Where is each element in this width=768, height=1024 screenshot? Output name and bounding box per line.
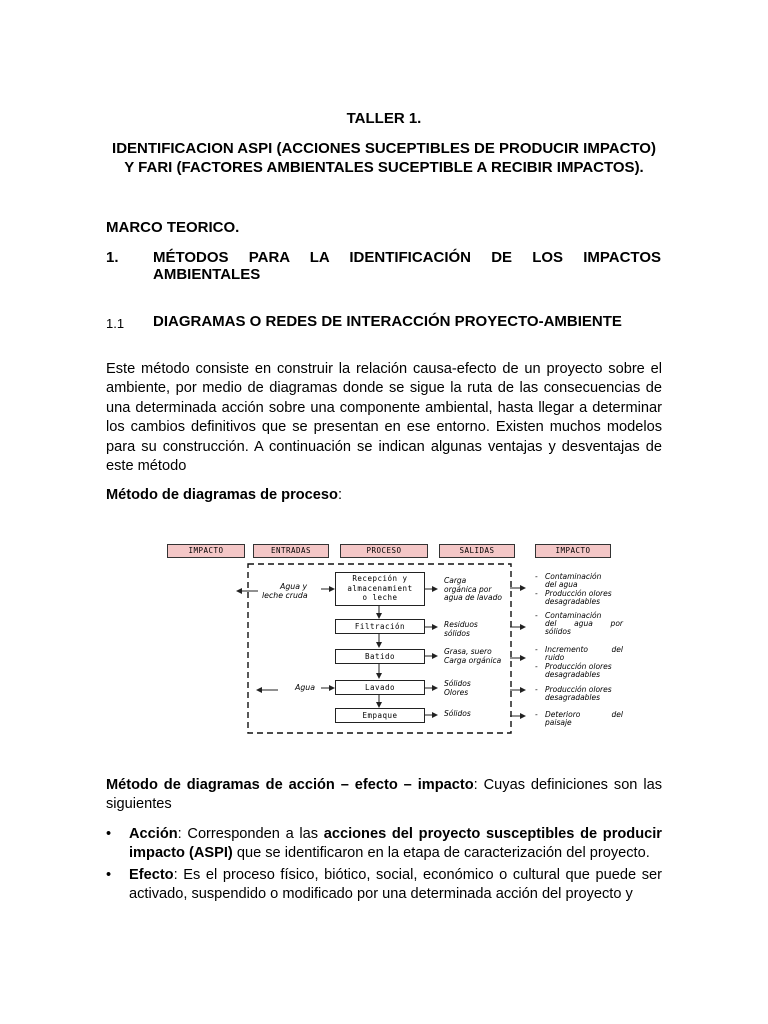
process-box-batido: Batido bbox=[335, 649, 425, 664]
impact-bullet: - bbox=[535, 685, 538, 694]
impact-label: paisaje bbox=[545, 718, 572, 727]
input-agua: Agua bbox=[295, 683, 316, 692]
document-title: TALLER 1. bbox=[346, 110, 422, 127]
definition-text: : Es el proceso físico, biótico, social, económico o cultural que puede ser activado, suspendido o modificado por una determinada acción del proyecto y bbox=[129, 866, 662, 903]
input-label: leche cruda bbox=[262, 590, 308, 600]
impact-bullet: - bbox=[535, 710, 538, 719]
marco-teorico-heading: MARCO TEORICO. bbox=[106, 219, 240, 236]
metodo-accion-line2: siguientes bbox=[106, 796, 172, 813]
output-grasa bbox=[444, 648, 501, 665]
impact-label: desagradables bbox=[545, 597, 601, 606]
paragraph-line: los cambios definitivos que se presentan en ese entorno. Existen muchos modelos bbox=[106, 419, 662, 436]
process-label: almacenamient bbox=[347, 583, 413, 593]
impact-bullet: - bbox=[535, 662, 538, 671]
paragraph-line: ambiente, por medio de diagramas donde se sigue la ruta de las consecuencias de bbox=[106, 380, 662, 397]
metodo-proceso-bold: Método de diagramas de proceso bbox=[106, 487, 338, 503]
process-box-empaque: Empaque bbox=[335, 708, 425, 723]
paragraph-line: una determinada acción sobre una componente ambiental, hasta llegar a determinar bbox=[106, 399, 662, 416]
document-subtitle-line2: Y FARI (FACTORES AMBIENTALES SUCEPTIBLE A RECIBIR IMPACTOS). bbox=[124, 159, 644, 176]
output-label: Carga orgánica bbox=[444, 655, 502, 665]
process-label: Recepción y bbox=[352, 574, 408, 583]
output-label: orgánica por bbox=[444, 584, 492, 594]
document-subtitle-line1: IDENTIFICACION ASPI (ACCIONES SUCEPTIBLES DE PRODUCIR IMPACTO) bbox=[112, 140, 656, 157]
output-label: Grasa, suero bbox=[444, 647, 492, 656]
impact-bullet: - bbox=[535, 589, 538, 598]
metodo-accion-rest: : Cuyas definiciones son las bbox=[473, 777, 662, 793]
section1-number: 1. bbox=[106, 249, 119, 266]
definition-efecto bbox=[106, 866, 662, 905]
header-proceso: PROCESO bbox=[340, 544, 428, 558]
impact-label: ruido bbox=[545, 653, 565, 662]
header-salidas: SALIDAS bbox=[439, 544, 515, 558]
impact-label: Contaminación bbox=[545, 611, 602, 620]
metodo-accion-line1 bbox=[106, 776, 662, 795]
output-solidos: Sólidos bbox=[444, 709, 471, 718]
paragraph-line: este método bbox=[106, 458, 187, 475]
bullet-dot: • bbox=[106, 826, 112, 842]
output-label: Carga bbox=[444, 576, 467, 585]
output-label: Sólidos bbox=[444, 679, 471, 688]
input-agua-leche bbox=[262, 583, 322, 600]
header-impacto-right: IMPACTO bbox=[535, 544, 611, 558]
process-box-filtracion: Filtración bbox=[335, 619, 425, 634]
definition-accion bbox=[106, 825, 662, 864]
section1-title-line2: AMBIENTALES bbox=[153, 266, 261, 283]
section1-title-line1: MÉTODOS PARA LA IDENTIFICACIÓN DE LOS IMPACTOS bbox=[153, 249, 661, 266]
metodo-proceso-rest: : bbox=[337, 487, 342, 503]
output-solidos-olores bbox=[444, 680, 471, 697]
impact-label: del agua por bbox=[545, 619, 623, 628]
definition-text: que se identificaron en la etapa de caracterización del proyecto. bbox=[232, 845, 650, 862]
output-residuos bbox=[444, 621, 478, 638]
output-label: sólidos bbox=[444, 628, 470, 638]
output-label: Olores bbox=[444, 687, 469, 697]
process-box-lavado: Lavado bbox=[335, 680, 425, 695]
header-impacto-left: IMPACTO bbox=[167, 544, 245, 558]
impact-label: Producción olores bbox=[545, 685, 612, 694]
header-entradas: ENTRADAS bbox=[253, 544, 329, 558]
output-label: agua de lavado bbox=[444, 593, 502, 602]
impact-bullet: - bbox=[535, 645, 538, 654]
impact-bullet: - bbox=[535, 611, 538, 620]
input-label: Agua y bbox=[280, 582, 308, 591]
metodo-accion-bold: Método de diagramas de acción – efecto – impacto bbox=[106, 777, 474, 793]
process-label: o leche bbox=[362, 593, 398, 602]
impact-bullet: - bbox=[535, 572, 538, 581]
metodo-accion-paragraph bbox=[106, 776, 662, 815]
paragraph-line: para su construcción. A continuación se indican algunas ventajas y desventajas de bbox=[106, 438, 662, 455]
impact-label: Deterioro del bbox=[545, 710, 623, 719]
section11-title: DIAGRAMAS O REDES DE INTERACCIÓN PROYECTO-AMBIENTE bbox=[153, 313, 622, 330]
output-label: Residuos bbox=[444, 620, 478, 629]
impact-label: Incremento del bbox=[545, 645, 623, 654]
section11-number: 1.1 bbox=[106, 316, 125, 331]
impact-label: desagradables bbox=[545, 670, 601, 679]
impact-label: Producción olores bbox=[545, 589, 612, 598]
definition-text: : Corresponden a las bbox=[177, 826, 324, 842]
bullet-dot: • bbox=[106, 866, 112, 883]
impact-label: Contaminación bbox=[545, 572, 602, 581]
process-box-recepcion bbox=[335, 572, 425, 606]
impact-label: desagradables bbox=[545, 693, 601, 702]
output-carga-organica bbox=[444, 577, 502, 603]
impact-label: Producción olores bbox=[545, 662, 612, 671]
paragraph-line: Este método consiste en construir la relación causa-efecto de un proyecto sobre el bbox=[106, 361, 662, 377]
definition-term: Efecto bbox=[129, 866, 174, 883]
definition-bold-text: acciones del proyecto susceptibles de producir impacto (ASPI) bbox=[129, 826, 662, 862]
definition-term: Acción bbox=[129, 826, 178, 842]
definitions-list bbox=[106, 825, 662, 907]
impact-label: del agua bbox=[545, 580, 578, 589]
impact-label: sólidos bbox=[545, 627, 571, 636]
